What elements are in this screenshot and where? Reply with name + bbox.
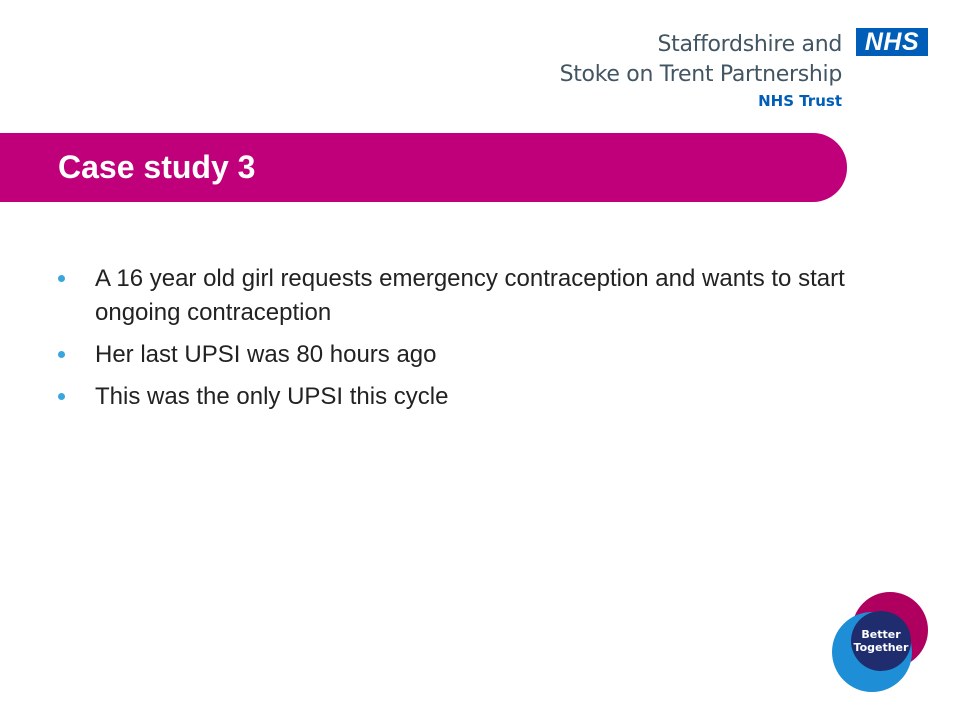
org-name-line1: Staffordshire and bbox=[657, 32, 842, 57]
logo-text-line1: Better bbox=[861, 628, 901, 641]
org-name-line2: Stoke on Trent Partnership bbox=[559, 62, 842, 87]
bullet-icon bbox=[58, 351, 65, 358]
bullet-text: This was the only UPSI this cycle bbox=[95, 383, 449, 410]
list-item bbox=[58, 338, 878, 372]
slide-title: Case study 3 bbox=[58, 149, 256, 185]
list-item bbox=[58, 380, 878, 414]
org-name-line3: NHS Trust bbox=[758, 92, 842, 110]
nhs-logo: NHS bbox=[856, 28, 928, 56]
bullet-text: Her last UPSI was 80 hours ago bbox=[95, 341, 437, 368]
logo-text-line2: Together bbox=[853, 641, 909, 654]
title-bar bbox=[0, 133, 847, 202]
better-together-logo bbox=[828, 590, 932, 694]
bullet-icon bbox=[58, 393, 65, 400]
list-item bbox=[58, 262, 878, 330]
bullet-icon bbox=[58, 275, 65, 282]
organisation-name bbox=[560, 30, 842, 112]
bullet-list bbox=[58, 262, 878, 422]
bullet-text: A 16 year old girl requests emergency contraception and wants to start ongoing contraception bbox=[95, 265, 845, 326]
